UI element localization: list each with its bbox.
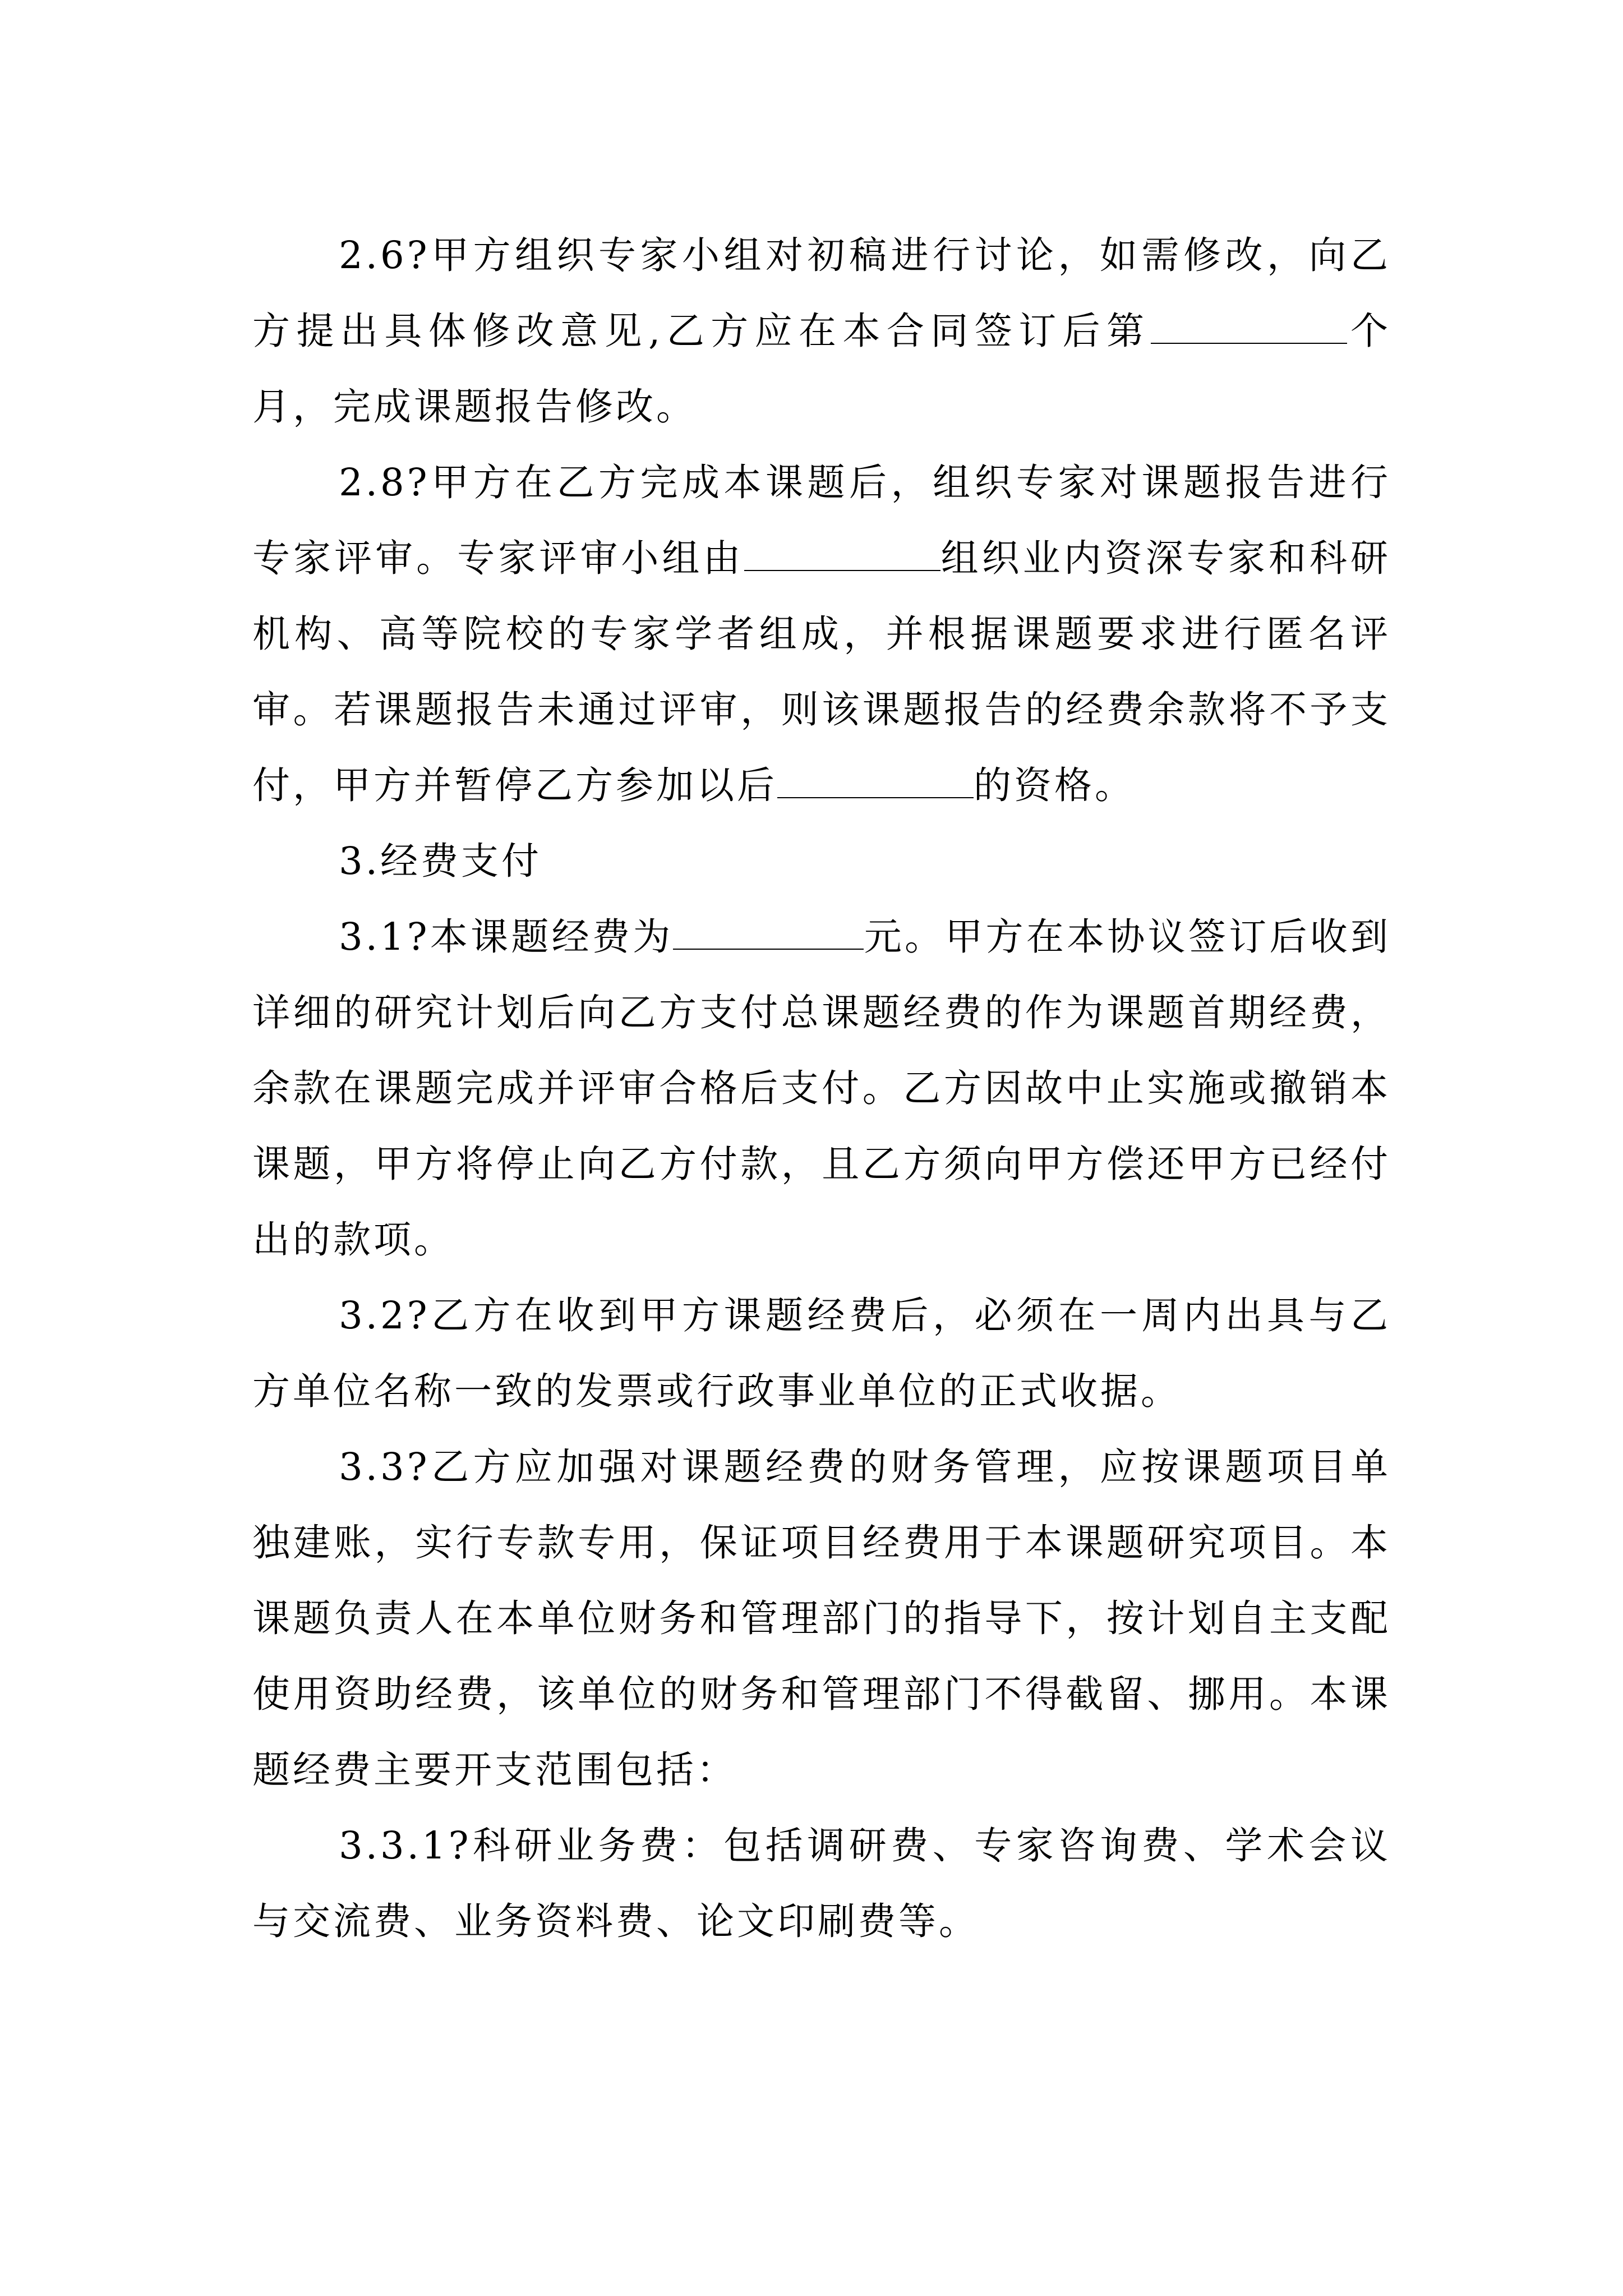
- section-heading-3: 3.经费支付: [339, 839, 542, 883]
- clause-3-3-1: 3.3.1?科研业务费：包括调研费、专家咨询费、学术会议与交流费、业务资料费、论文印刷费等。: [252, 1824, 1391, 1943]
- clause-2-8: [252, 445, 1391, 823]
- clause-3-1-text-before: 3.1?本课题经费为: [339, 915, 674, 959]
- clause-2-6-text-after: 个月，完成课题报告修改。: [252, 309, 1391, 429]
- clause-2-8-text-2: 组织业内资深专家和科研机构、高等院校的专家学者组成，并根据课题要求进行匿名评审。若课题报告未通过评审，则该课题报告的经费余款将不予支付，甲方并暂停乙方参加以后: [252, 536, 1391, 807]
- document-body: [252, 218, 1391, 1959]
- fill-blank-month: [1151, 307, 1347, 344]
- clause-3-1-text-after: 元。甲方在本协议签订后收到详细的研究计划后向乙方支付总课题经费的作为课题首期经费，余款在课题完成并评审合格后支付。乙方因故中止实施或撤销本课题，甲方将停止向乙方付款，且乙方须向甲方偿还甲方已经付出的款项。: [252, 915, 1391, 1262]
- fill-blank-qualification: [777, 761, 974, 798]
- clause-2-8-text-1: 2.8?甲方在乙方完成本课题后，组织专家对课题报告进行专家评审。专家评审小组由: [252, 461, 1391, 580]
- clause-3-2: 3.2?乙方在收到甲方课题经费后，必须在一周内出具与乙方单位名称一致的发票或行政事业单位的正式收据。: [252, 1294, 1391, 1413]
- clause-3-3: 3.3?乙方应加强对课题经费的财务管理，应按课题项目单独建账，实行专款专用，保证项目经费用于本课题研究项目。本课题负责人在本单位财务和管理部门的指导下，按计划自主支配使用资助经费，该单位的财务和管理部门不得截留、挪用。本课题经费主要开支范围包括：: [252, 1445, 1391, 1792]
- clause-2-6: [252, 218, 1391, 445]
- clause-2-6-text-before: 2.6?甲方组织专家小组对初稿进行讨论，如需修改，向乙方提出具体修改意见,乙方应在本合同签订后第: [252, 233, 1391, 353]
- fill-blank-organizer: [744, 534, 940, 571]
- fill-blank-amount: [673, 913, 864, 950]
- clause-2-8-text-3: 的资格。: [974, 763, 1135, 807]
- clause-3-1: [252, 899, 1391, 1278]
